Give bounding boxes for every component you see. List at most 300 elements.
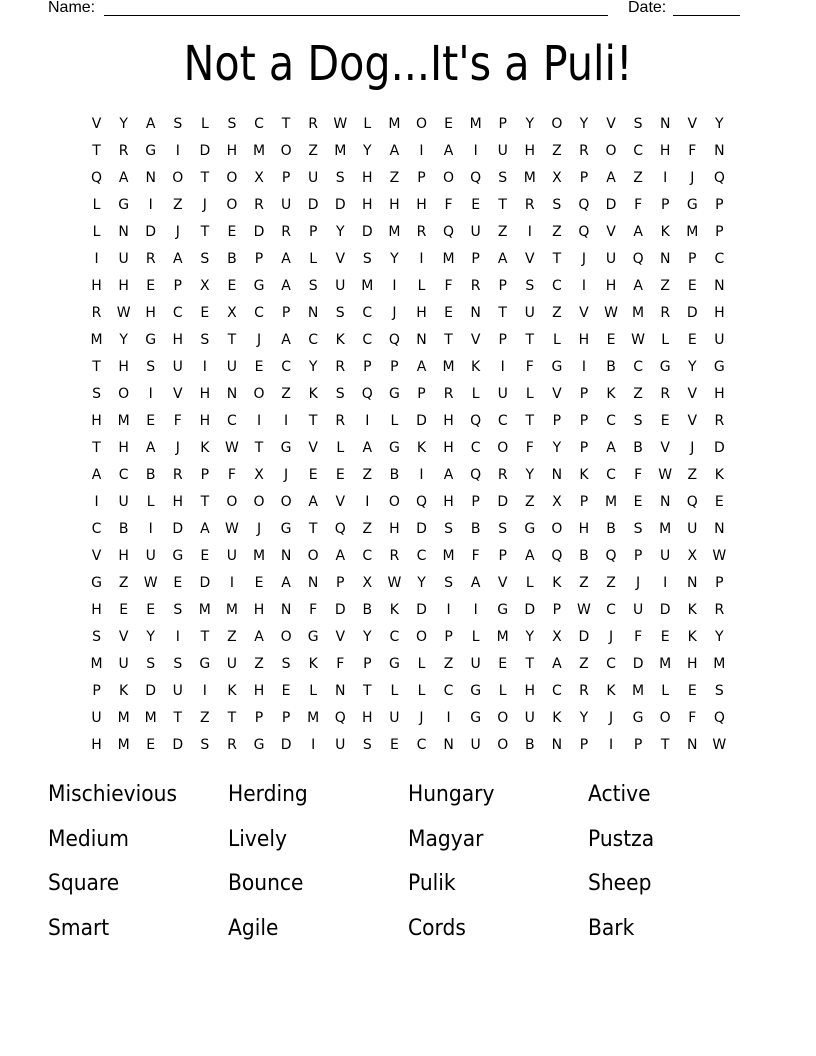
grid-letter[interactable]: T (200, 170, 210, 186)
grid-letter[interactable]: E (444, 305, 453, 321)
grid-letter[interactable]: Z (362, 521, 373, 537)
grid-letter[interactable]: Y (390, 251, 399, 267)
grid-letter[interactable]: A (497, 251, 508, 267)
grid-letter[interactable]: D (199, 575, 211, 591)
grid-letter[interactable]: W (225, 521, 239, 537)
grid-letter[interactable]: A (633, 224, 643, 240)
grid-letter[interactable]: O (605, 143, 617, 159)
grid-letter[interactable]: Z (389, 170, 400, 186)
grid-letter[interactable]: C (308, 332, 319, 348)
grid-letter[interactable]: P (417, 386, 426, 402)
grid-letter[interactable]: C (470, 440, 481, 456)
grid-letter[interactable]: H (118, 440, 129, 456)
grid-letter[interactable]: A (443, 143, 454, 159)
grid-letter[interactable]: H (605, 278, 617, 294)
grid-letter[interactable]: B (389, 467, 400, 483)
grid-letter[interactable]: Y (146, 629, 155, 645)
grid-letter[interactable]: Z (579, 656, 589, 672)
grid-letter[interactable]: T (498, 197, 507, 213)
grid-letter[interactable]: R (524, 197, 535, 213)
grid-letter[interactable]: C (633, 359, 643, 375)
grid-letter[interactable]: O (415, 629, 427, 645)
grid-letter[interactable]: E (660, 629, 670, 645)
grid-letter[interactable]: C (389, 629, 400, 645)
grid-letter[interactable]: H (578, 332, 590, 348)
grid-letter[interactable]: O (497, 710, 509, 726)
grid-letter[interactable]: H (253, 602, 265, 618)
grid-letter[interactable]: Y (525, 116, 535, 132)
grid-letter[interactable]: M (442, 548, 455, 564)
grid-letter[interactable]: S (498, 170, 508, 186)
grid-letter[interactable]: L (309, 683, 318, 699)
grid-letter[interactable]: O (443, 170, 455, 186)
grid-letter[interactable]: W (631, 332, 646, 348)
grid-letter[interactable]: O (497, 737, 509, 753)
grid-letter[interactable]: S (146, 656, 156, 672)
grid-letter[interactable]: K (119, 683, 129, 699)
grid-letter[interactable]: S (633, 521, 643, 537)
grid-letter[interactable]: D (524, 602, 536, 618)
grid-letter[interactable]: M (252, 548, 266, 564)
grid-letter[interactable]: W (116, 305, 131, 321)
grid-letter[interactable]: T (92, 143, 101, 159)
grid-letter[interactable]: E (227, 278, 237, 294)
grid-letter[interactable]: I (311, 737, 316, 753)
grid-letter[interactable]: U (145, 548, 156, 564)
grid-letter[interactable]: G (280, 521, 292, 537)
grid-letter[interactable]: I (94, 251, 99, 267)
grid-letter[interactable]: E (308, 467, 318, 483)
grid-letter[interactable]: H (443, 440, 454, 456)
grid-letter[interactable]: B (606, 359, 616, 375)
grid-letter[interactable]: N (118, 224, 129, 240)
grid-letter[interactable]: G (470, 710, 482, 726)
grid-letter[interactable]: M (334, 143, 347, 159)
grid-letter[interactable]: L (363, 116, 372, 132)
grid-letter[interactable]: S (498, 521, 508, 537)
grid-letter[interactable]: Z (524, 494, 535, 510)
grid-letter[interactable]: P (579, 494, 589, 510)
grid-letter[interactable]: U (118, 494, 129, 510)
grid-letter[interactable]: L (200, 116, 209, 132)
grid-letter[interactable]: Y (335, 224, 345, 240)
grid-letter[interactable]: E (146, 602, 156, 618)
grid-letter[interactable]: P (498, 278, 507, 294)
grid-letter[interactable]: G (497, 602, 509, 618)
grid-letter[interactable]: Q (470, 413, 482, 429)
grid-letter[interactable]: E (444, 116, 453, 132)
grid-letter[interactable]: I (419, 251, 424, 267)
grid-letter[interactable]: D (416, 521, 427, 537)
grid-letter[interactable]: R (579, 683, 589, 699)
grid-letter[interactable]: L (417, 683, 426, 699)
grid-letter[interactable]: L (92, 197, 101, 213)
grid-letter[interactable]: N (687, 737, 698, 753)
grid-letter[interactable]: I (148, 521, 153, 537)
grid-letter[interactable]: D (334, 197, 346, 213)
grid-letter[interactable]: Z (118, 575, 129, 591)
grid-letter[interactable]: M (632, 305, 645, 321)
grid-letter[interactable]: Z (362, 467, 373, 483)
grid-letter[interactable]: U (118, 251, 129, 267)
grid-letter[interactable]: O (659, 710, 671, 726)
grid-letter[interactable]: Z (200, 710, 210, 726)
grid-letter[interactable]: E (227, 224, 237, 240)
grid-letter[interactable]: Z (579, 575, 589, 591)
grid-letter[interactable]: I (202, 683, 207, 699)
grid-letter[interactable]: W (712, 548, 727, 564)
grid-letter[interactable]: V (606, 116, 616, 132)
grid-letter[interactable]: P (417, 170, 426, 186)
grid-letter[interactable]: P (660, 197, 670, 213)
grid-letter[interactable]: I (473, 143, 478, 159)
grid-letter[interactable]: C (606, 656, 616, 672)
grid-letter[interactable]: R (118, 143, 129, 159)
grid-letter[interactable]: Z (552, 224, 562, 240)
grid-letter[interactable]: Q (443, 224, 455, 240)
grid-letter[interactable]: Y (119, 116, 128, 132)
grid-letter[interactable]: J (690, 170, 695, 186)
grid-letter[interactable]: O (226, 494, 238, 510)
grid-letter[interactable]: H (199, 386, 211, 402)
grid-letter[interactable]: P (444, 629, 453, 645)
grid-letter[interactable]: R (470, 278, 481, 294)
grid-letter[interactable]: S (335, 305, 345, 321)
grid-letter[interactable]: I (365, 494, 370, 510)
grid-letter[interactable]: L (661, 332, 670, 348)
grid-letter[interactable]: E (281, 683, 291, 699)
grid-letter[interactable]: P (471, 494, 480, 510)
grid-letter[interactable]: E (471, 197, 481, 213)
grid-letter[interactable]: P (579, 170, 589, 186)
grid-letter[interactable]: H (362, 197, 373, 213)
grid-letter[interactable]: N (470, 305, 481, 321)
grid-letter[interactable]: A (254, 629, 264, 645)
grid-letter[interactable]: R (714, 602, 725, 618)
grid-letter[interactable]: S (335, 170, 345, 186)
grid-letter[interactable]: N (551, 467, 563, 483)
grid-letter[interactable]: O (253, 494, 265, 510)
grid-letter[interactable]: J (608, 629, 614, 645)
grid-letter[interactable]: P (498, 116, 507, 132)
grid-letter[interactable]: M (117, 710, 130, 726)
grid-letter[interactable]: R (308, 116, 319, 132)
grid-letter[interactable]: G (253, 737, 265, 753)
grid-letter[interactable]: V (687, 386, 698, 402)
grid-letter[interactable]: U (118, 656, 129, 672)
grid-letter[interactable]: A (525, 548, 535, 564)
grid-letter[interactable]: V (172, 386, 183, 402)
grid-letter[interactable]: D (280, 737, 292, 753)
grid-letter[interactable]: R (660, 386, 671, 402)
grid-letter[interactable]: H (416, 197, 427, 213)
grid-letter[interactable]: H (659, 143, 671, 159)
grid-letter[interactable]: I (446, 602, 451, 618)
grid-letter[interactable]: P (281, 170, 291, 186)
grid-letter[interactable]: C (172, 305, 183, 321)
grid-letter[interactable]: C (633, 143, 643, 159)
grid-letter[interactable]: X (254, 467, 264, 483)
grid-letter[interactable]: Q (415, 494, 427, 510)
grid-letter[interactable]: H (118, 359, 129, 375)
grid-letter[interactable]: M (686, 224, 699, 240)
grid-letter[interactable]: I (473, 602, 478, 618)
grid-letter[interactable]: N (280, 602, 292, 618)
grid-letter[interactable]: U (714, 332, 725, 348)
grid-letter[interactable]: U (524, 305, 535, 321)
grid-letter[interactable]: P (579, 737, 589, 753)
grid-letter[interactable]: J (636, 575, 641, 591)
grid-letter[interactable]: O (388, 494, 400, 510)
grid-letter[interactable]: M (225, 602, 238, 618)
grid-letter[interactable]: U (308, 170, 319, 186)
grid-letter[interactable]: Q (388, 332, 400, 348)
grid-letter[interactable]: W (712, 737, 727, 753)
grid-letter[interactable]: V (579, 305, 589, 321)
grid-letter[interactable]: A (416, 359, 427, 375)
grid-letter[interactable]: I (175, 143, 180, 159)
grid-letter[interactable]: C (416, 548, 427, 564)
grid-letter[interactable]: T (552, 251, 562, 267)
grid-letter[interactable]: L (498, 683, 507, 699)
grid-letter[interactable]: S (92, 629, 101, 645)
grid-letter[interactable]: Y (525, 467, 535, 483)
grid-letter[interactable]: N (714, 521, 725, 537)
grid-letter[interactable]: C (281, 359, 291, 375)
grid-letter[interactable]: L (146, 494, 155, 510)
grid-letter[interactable]: D (361, 224, 373, 240)
grid-letter[interactable]: E (687, 278, 697, 294)
grid-letter[interactable]: Z (552, 143, 562, 159)
grid-letter[interactable]: Z (254, 656, 264, 672)
grid-letter[interactable]: L (525, 575, 534, 591)
grid-letter[interactable]: I (284, 413, 289, 429)
grid-letter[interactable]: E (119, 602, 129, 618)
grid-letter[interactable]: H (389, 521, 400, 537)
grid-letter[interactable]: L (390, 683, 399, 699)
grid-letter[interactable]: V (552, 386, 562, 402)
grid-letter[interactable]: U (335, 737, 346, 753)
grid-letter[interactable]: G (551, 359, 563, 375)
grid-letter[interactable]: F (471, 548, 480, 564)
grid-letter[interactable]: Y (715, 629, 724, 645)
grid-letter[interactable]: M (604, 494, 618, 510)
grid-letter[interactable]: E (254, 359, 264, 375)
grid-letter[interactable]: Q (686, 494, 698, 510)
grid-letter[interactable]: N (145, 170, 156, 186)
grid-letter[interactable]: N (335, 683, 346, 699)
grid-letter[interactable]: I (446, 710, 451, 726)
grid-letter[interactable]: K (606, 386, 616, 402)
grid-letter[interactable]: W (658, 467, 673, 483)
grid-letter[interactable]: P (715, 575, 724, 591)
grid-letter[interactable]: Q (713, 170, 725, 186)
grid-letter[interactable]: P (254, 251, 264, 267)
grid-letter[interactable]: U (389, 710, 400, 726)
grid-letter[interactable]: K (308, 386, 318, 402)
grid-letter[interactable]: D (686, 305, 698, 321)
grid-letter[interactable]: P (308, 224, 318, 240)
grid-letter[interactable]: R (281, 224, 291, 240)
grid-letter[interactable]: H (524, 683, 536, 699)
grid-letter[interactable]: P (633, 548, 643, 564)
grid-letter[interactable]: V (525, 251, 535, 267)
grid-letter[interactable]: R (389, 548, 400, 564)
grid-letter[interactable]: N (714, 278, 725, 294)
grid-letter[interactable]: H (91, 278, 102, 294)
grid-letter[interactable]: U (280, 197, 292, 213)
grid-letter[interactable]: H (443, 494, 454, 510)
grid-letter[interactable]: D (199, 143, 211, 159)
grid-letter[interactable]: S (525, 278, 535, 294)
grid-letter[interactable]: V (497, 575, 508, 591)
grid-letter[interactable]: T (200, 224, 210, 240)
grid-letter[interactable]: C (497, 413, 508, 429)
grid-letter[interactable]: H (226, 143, 238, 159)
grid-letter[interactable]: I (392, 278, 397, 294)
grid-letter[interactable]: N (659, 251, 671, 267)
grid-letter[interactable]: A (281, 575, 291, 591)
grid-letter[interactable]: V (687, 116, 698, 132)
grid-letter[interactable]: H (362, 710, 373, 726)
grid-letter[interactable]: V (91, 116, 102, 132)
grid-letter[interactable]: H (578, 521, 590, 537)
grid-letter[interactable]: T (92, 440, 101, 456)
grid-letter[interactable]: K (687, 629, 697, 645)
grid-letter[interactable]: G (307, 629, 319, 645)
grid-letter[interactable]: I (500, 359, 505, 375)
grid-letter[interactable]: M (496, 629, 509, 645)
grid-letter[interactable]: K (389, 602, 399, 618)
grid-letter[interactable]: U (226, 548, 238, 564)
grid-letter[interactable]: K (660, 224, 670, 240)
grid-letter[interactable]: Q (551, 548, 563, 564)
grid-letter[interactable]: M (144, 710, 157, 726)
grid-letter[interactable]: V (308, 440, 318, 456)
grid-letter[interactable]: C (362, 332, 373, 348)
name-field-line[interactable] (104, 15, 608, 16)
grid-letter[interactable]: J (581, 251, 587, 267)
grid-letter[interactable]: P (363, 656, 372, 672)
grid-letter[interactable]: A (200, 521, 210, 537)
grid-letter[interactable]: V (470, 332, 481, 348)
grid-letter[interactable]: M (442, 359, 455, 375)
grid-letter[interactable]: S (335, 386, 345, 402)
grid-letter[interactable]: D (497, 494, 509, 510)
grid-letter[interactable]: H (91, 737, 102, 753)
grid-letter[interactable]: K (335, 332, 345, 348)
grid-letter[interactable]: J (175, 224, 180, 240)
grid-letter[interactable]: G (388, 386, 400, 402)
grid-letter[interactable]: Z (633, 386, 643, 402)
grid-letter[interactable]: W (387, 575, 402, 591)
grid-letter[interactable]: D (416, 602, 427, 618)
grid-letter[interactable]: H (524, 143, 536, 159)
grid-letter[interactable]: A (145, 440, 156, 456)
grid-letter[interactable]: L (417, 656, 426, 672)
grid-letter[interactable]: U (605, 251, 617, 267)
grid-letter[interactable]: S (281, 656, 291, 672)
grid-letter[interactable]: S (552, 197, 562, 213)
grid-letter[interactable]: U (91, 710, 102, 726)
grid-letter[interactable]: K (714, 467, 724, 483)
grid-letter[interactable]: I (581, 278, 587, 294)
grid-letter[interactable]: R (227, 737, 237, 753)
grid-letter[interactable]: K (200, 440, 210, 456)
grid-letter[interactable]: A (91, 467, 102, 483)
grid-letter[interactable]: U (470, 737, 481, 753)
grid-letter[interactable]: P (254, 710, 264, 726)
grid-letter[interactable]: S (173, 656, 183, 672)
grid-letter[interactable]: I (527, 224, 532, 240)
grid-letter[interactable]: M (632, 683, 645, 699)
grid-letter[interactable]: X (362, 575, 373, 591)
grid-letter[interactable]: P (281, 710, 291, 726)
grid-letter[interactable]: H (389, 197, 400, 213)
grid-letter[interactable]: N (307, 305, 319, 321)
grid-letter[interactable]: P (281, 305, 291, 321)
grid-letter[interactable]: E (146, 737, 156, 753)
grid-letter[interactable]: S (173, 116, 183, 132)
grid-letter[interactable]: C (118, 467, 129, 483)
grid-letter[interactable]: H (145, 305, 156, 321)
grid-letter[interactable]: P (715, 224, 724, 240)
grid-letter[interactable]: S (308, 278, 318, 294)
grid-letter[interactable]: K (471, 359, 481, 375)
grid-letter[interactable]: S (633, 413, 643, 429)
grid-letter[interactable]: H (443, 413, 454, 429)
grid-letter[interactable]: P (552, 602, 562, 618)
grid-letter[interactable]: D (659, 602, 671, 618)
grid-letter[interactable]: A (335, 548, 346, 564)
grid-letter[interactable]: D (145, 224, 157, 240)
grid-letter[interactable]: M (90, 332, 103, 348)
grid-letter[interactable]: H (714, 305, 725, 321)
grid-letter[interactable]: G (172, 548, 184, 564)
grid-letter[interactable]: R (254, 197, 264, 213)
grid-letter[interactable]: S (146, 359, 156, 375)
grid-letter[interactable]: V (335, 629, 346, 645)
grid-letter[interactable]: J (256, 521, 262, 537)
grid-letter[interactable]: Y (579, 116, 589, 132)
grid-letter[interactable]: W (333, 116, 348, 132)
grid-letter[interactable]: Z (660, 278, 670, 294)
grid-letter[interactable]: T (254, 440, 264, 456)
grid-letter[interactable]: M (307, 710, 320, 726)
grid-letter[interactable]: K (308, 656, 318, 672)
grid-letter[interactable]: T (660, 737, 670, 753)
grid-letter[interactable]: M (713, 656, 726, 672)
grid-letter[interactable]: A (606, 170, 616, 186)
grid-letter[interactable]: N (659, 494, 671, 510)
grid-letter[interactable]: N (280, 548, 292, 564)
grid-letter[interactable]: T (227, 332, 237, 348)
grid-letter[interactable]: I (148, 386, 153, 402)
grid-letter[interactable]: J (690, 440, 695, 456)
grid-letter[interactable]: U (226, 359, 238, 375)
grid-letter[interactable]: F (336, 656, 345, 672)
grid-letter[interactable]: H (362, 170, 373, 186)
grid-letter[interactable]: J (175, 440, 180, 456)
grid-letter[interactable]: J (608, 710, 614, 726)
grid-letter[interactable]: L (92, 224, 101, 240)
grid-letter[interactable]: X (552, 629, 562, 645)
grid-letter[interactable]: E (335, 467, 345, 483)
grid-letter[interactable]: S (633, 116, 643, 132)
grid-letter[interactable]: I (663, 575, 668, 591)
grid-letter[interactable]: Q (605, 548, 617, 564)
grid-letter[interactable]: P (498, 548, 507, 564)
